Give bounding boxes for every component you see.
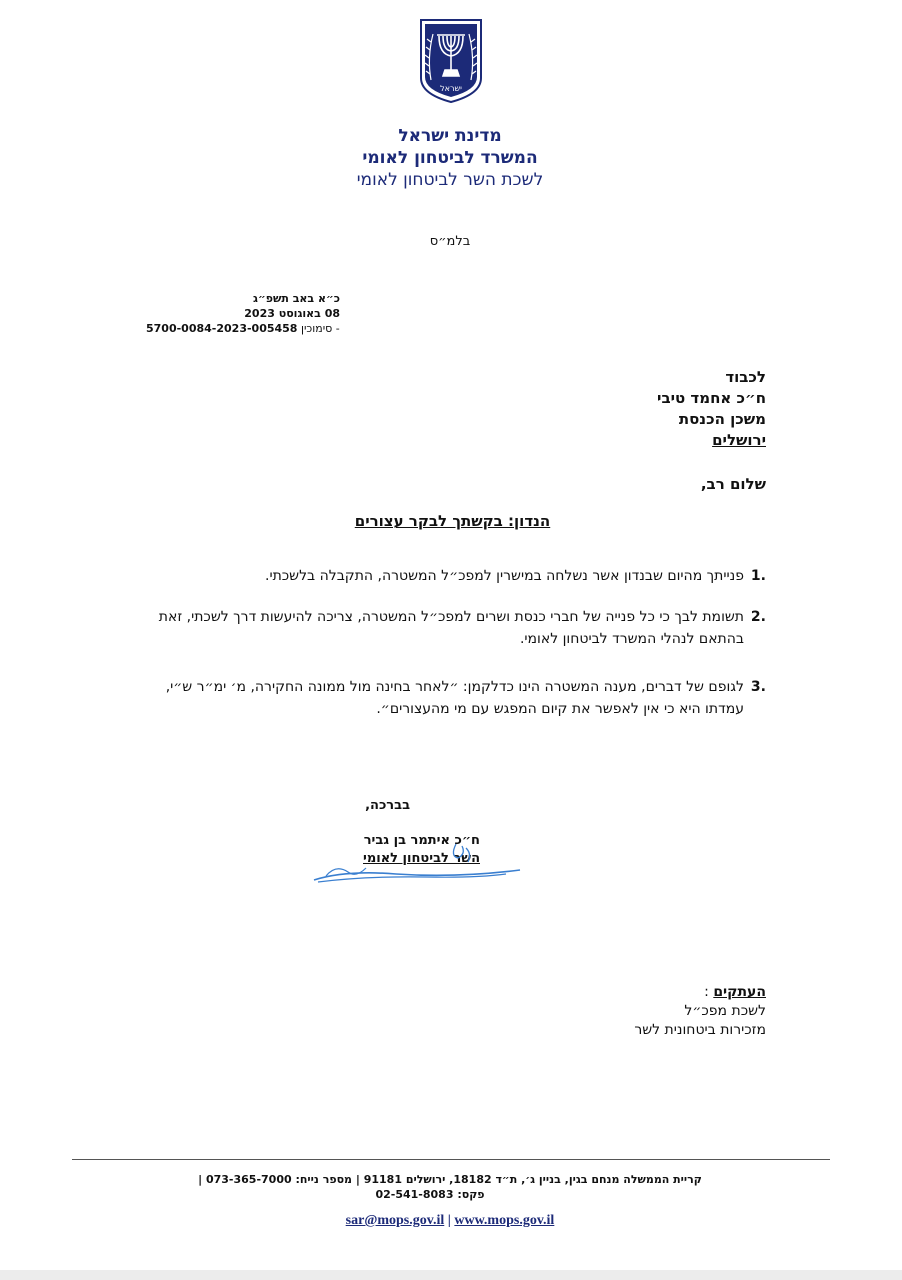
footer-email-link[interactable]: sar@mops.gov.il — [345, 1213, 445, 1228]
reference-number: 5700-0084-2023-005458 — [146, 322, 298, 335]
paragraph-text: תשומת לבך כי כל פנייה של חברי כנסת ושרים למפכ״ל המשטרה, צריכה להיעשות דרך לשכתי, זאת בהתאם לנהלי המשרד לביטחון לאומי. — [158, 609, 744, 647]
paragraph-number: .3 — [750, 679, 766, 695]
copies-item: מזכירות ביטחונית לשר — [634, 1022, 766, 1038]
paragraph-3 — [126, 676, 766, 720]
handwritten-signature-icon — [306, 836, 526, 888]
reference-label: סימוכין - — [300, 322, 340, 335]
paragraph-1 — [126, 565, 766, 587]
reference — [146, 322, 366, 335]
footer-address: קריית הממשלה מנחם בגין, בניין ג׳, ת״ד 18182, ירושלים 91181 | מספר נייח: 073-365-7000 | — [198, 1173, 702, 1186]
signer-name: ח״כ איתמר בן גביר — [363, 833, 480, 848]
hebrew-date: כ״א באב תשפ״ג — [253, 292, 340, 305]
addressee-name: ח״כ אחמד טיבי — [657, 389, 766, 407]
gregorian-date: 08 באוגוסט 2023 — [244, 307, 340, 320]
closing: בברכה, — [365, 798, 410, 813]
subject-line: הנדון: בקשתך לבקר עצורים — [354, 512, 551, 530]
header-state: מדינת ישראל — [398, 126, 502, 146]
state-emblem-icon — [417, 18, 485, 104]
footer-separator: | — [447, 1213, 451, 1228]
paragraph-text: פנייתך מהיום שבנדון אשר נשלחה במישרין למפכ״ל המשטרה, התקבלה בלשכתי. — [265, 568, 744, 584]
paragraph-text: לגופם של דברים, מענה המשטרה הינו כדלקמן: ״לאחר בחינה מול ממונה החקירה, מ׳ ימ״ר ש״י, עמדתו היא כי אין לאפשר את קיום המפגש עם מי מהעצורים״. — [165, 679, 744, 717]
classification: בלמ״ס — [429, 234, 471, 249]
addressee-city: ירושלים — [712, 431, 766, 449]
header-office: לשכת השר לביטחון לאומי — [356, 170, 544, 190]
image-border — [0, 1270, 902, 1280]
footer-fax: פקס: 02-541-8083 — [375, 1188, 485, 1201]
copies-heading: העתקים : — [704, 984, 766, 1000]
paragraph-number: .1 — [750, 568, 766, 584]
signer-title: השר לביטחון לאומי — [363, 851, 480, 866]
copies-item: לשכת מפכ״ל — [684, 1003, 766, 1019]
header-ministry: המשרד לביטחון לאומי — [362, 148, 538, 168]
emblem-caption: ישראל — [440, 84, 462, 93]
addressee-salutation: לכבוד — [725, 368, 766, 386]
footer-contacts — [250, 1213, 650, 1229]
paragraph-number: .2 — [750, 609, 766, 625]
paragraph-2 — [126, 606, 766, 650]
copies-label: העתקים — [713, 984, 766, 1000]
addressee-institution: משכן הכנסת — [678, 410, 766, 428]
footer-website-link[interactable]: www.mops.gov.il — [454, 1213, 555, 1228]
greeting: שלום רב, — [700, 475, 766, 493]
footer-divider — [72, 1159, 830, 1160]
